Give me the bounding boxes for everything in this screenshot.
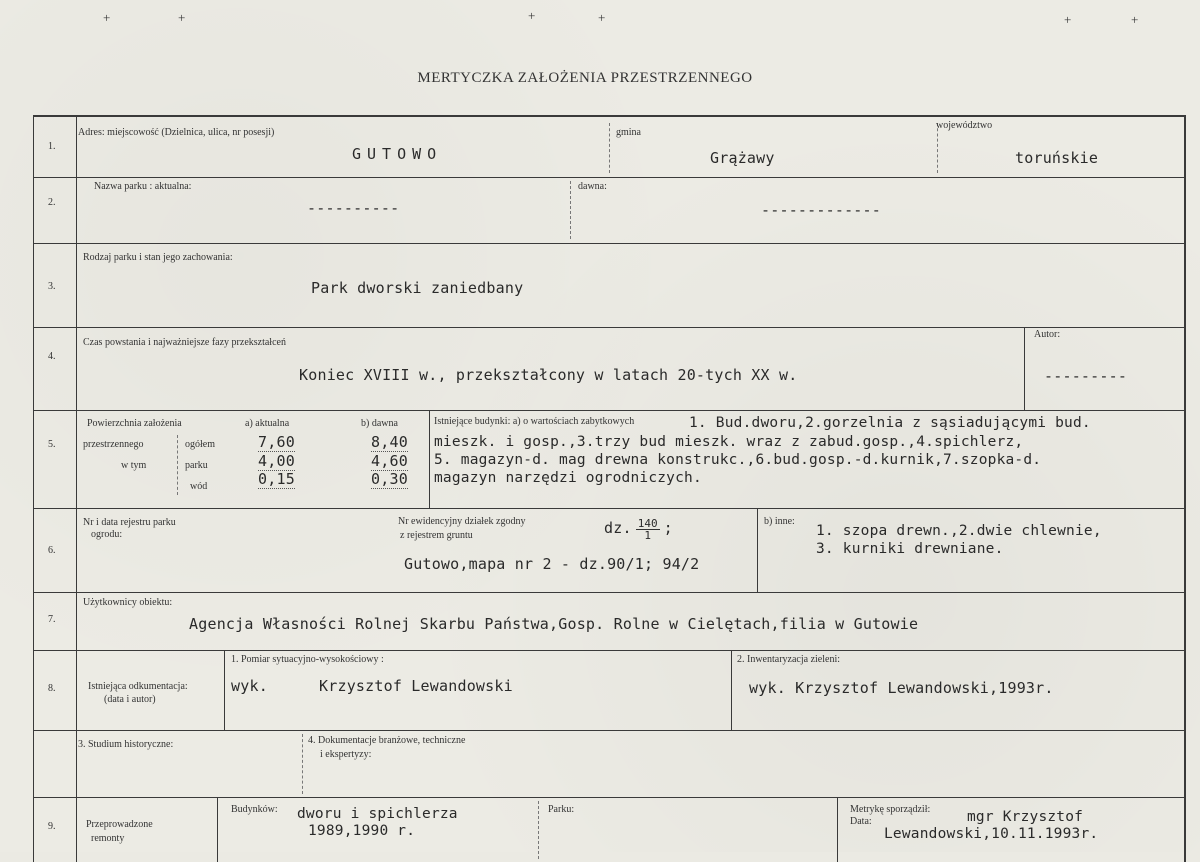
cell-divider bbox=[609, 123, 610, 173]
parcel-label: Nr ewidencyjny działek zgodny bbox=[398, 516, 526, 527]
registration-mark: + bbox=[528, 8, 536, 23]
survey-value: Krzysztof Lewandowski bbox=[319, 677, 513, 695]
buildings-line: 1. Bud.dworu,2.gorzelnia z sąsiadującymi bud. bbox=[689, 415, 1091, 431]
area-row-park: parku bbox=[185, 460, 208, 471]
row-number: 2. bbox=[48, 197, 56, 208]
voivodeship-label: województwo bbox=[936, 120, 993, 131]
parcel-denominator: 1 bbox=[644, 529, 651, 542]
row-divider bbox=[34, 177, 1184, 178]
parcel-numerator: 140 bbox=[637, 517, 658, 530]
cell-divider bbox=[570, 181, 571, 239]
renovations-label: remonty bbox=[91, 833, 125, 844]
renovated-buildings-line: 1989,1990 r. bbox=[308, 823, 416, 839]
register-label: ogrodu: bbox=[91, 529, 123, 540]
other-buildings-label: b) inne: bbox=[764, 516, 795, 527]
renovated-buildings-label: Budynków: bbox=[231, 804, 278, 815]
park-name-current-value: ---------- bbox=[307, 199, 400, 217]
cell-divider bbox=[177, 435, 178, 495]
row-divider bbox=[34, 327, 1184, 328]
parcel-fraction-value bbox=[636, 518, 660, 541]
greenery-value: wyk. Krzysztof Lewandowski,1993r. bbox=[749, 679, 1054, 697]
cell-divider bbox=[837, 797, 838, 862]
address-value: GUTOWO bbox=[352, 145, 443, 163]
area-current-total: 7,60 bbox=[258, 433, 295, 451]
registration-mark: + bbox=[1064, 12, 1072, 27]
row-divider bbox=[34, 508, 1184, 509]
row-number: 8. bbox=[48, 683, 56, 694]
area-sub-label: w tym bbox=[121, 460, 147, 471]
cell-divider bbox=[224, 650, 225, 730]
parcel-prefix: dz. bbox=[604, 519, 632, 538]
gmina-value: Grążawy bbox=[710, 149, 775, 167]
row-divider bbox=[34, 592, 1184, 593]
users-value: Agencja Własności Rolnej Skarbu Państwa,Gosp. Rolne w Cielętach,filia w Gutowie bbox=[189, 615, 919, 633]
row-divider bbox=[34, 243, 1184, 244]
area-former-water: 0,30 bbox=[371, 470, 408, 488]
cell-divider bbox=[1024, 327, 1025, 410]
row-number: 9. bbox=[48, 821, 56, 832]
buildings-line: magazyn narzędzi ogrodniczych. bbox=[434, 470, 702, 486]
row-divider bbox=[34, 797, 1184, 798]
cell-divider bbox=[429, 410, 430, 508]
row-divider bbox=[34, 730, 1184, 731]
row-number: 4. bbox=[48, 351, 56, 362]
area-current-water: 0,15 bbox=[258, 470, 295, 488]
row-divider bbox=[34, 410, 1184, 411]
cell-divider bbox=[731, 650, 732, 730]
author-value: --------- bbox=[1044, 367, 1128, 385]
cell-divider bbox=[217, 797, 218, 862]
voivodeship-value: toruńskie bbox=[1015, 149, 1099, 167]
prepared-by-value: mgr Krzysztof bbox=[967, 809, 1084, 825]
greenery-label: 2. Inwentaryzacja zieleni: bbox=[737, 654, 840, 665]
documentation-label: (data i autor) bbox=[104, 694, 156, 705]
row-divider bbox=[34, 650, 1184, 651]
users-label: Użytkownicy obiektu: bbox=[83, 597, 173, 608]
renovated-buildings-line: dworu i spichlerza bbox=[297, 806, 458, 822]
history-study-label: 3. Studium historyczne: bbox=[78, 739, 174, 750]
document-title: MERTYCZKA ZAŁOŻENIA PRZESTRZENNEGO bbox=[417, 70, 753, 86]
area-col-former: b) dawna bbox=[361, 418, 398, 429]
area-former-park: 4,60 bbox=[371, 452, 408, 470]
registration-mark: + bbox=[598, 10, 606, 25]
date-label: Data: bbox=[850, 816, 872, 827]
area-row-water: wód bbox=[190, 481, 208, 492]
cell-divider bbox=[538, 801, 539, 859]
creation-time-value: Koniec XVIII w., przekształcony w latach 20-tych XX w. bbox=[299, 366, 798, 384]
row-number: 6. bbox=[48, 545, 56, 556]
register-label: Nr i data rejestru parku bbox=[83, 517, 176, 528]
registration-mark: + bbox=[1131, 12, 1139, 27]
documentation-label: Istniejąca odkumentacja: bbox=[88, 681, 188, 692]
gmina-label: gmina bbox=[616, 127, 641, 138]
survey-label: 1. Pomiar sytuacyjno-wysokościowy : bbox=[231, 654, 384, 665]
row-number: 7. bbox=[48, 614, 56, 625]
park-name-former-label: dawna: bbox=[578, 181, 607, 192]
registration-mark: + bbox=[103, 10, 111, 25]
park-type-label: Rodzaj parku i stan jego zachowania: bbox=[83, 252, 233, 263]
area-col-current: a) aktualna bbox=[245, 418, 290, 429]
prepared-by-label: Metrykę sporządził: bbox=[850, 804, 931, 815]
row-number: 1. bbox=[48, 141, 56, 152]
other-buildings-line: 1. szopa drewn.,2.dwie chlewnie, bbox=[816, 523, 1102, 539]
creation-time-label: Czas powstania i najważniejsze fazy przekształceń bbox=[83, 337, 286, 348]
technical-docs-label: 4. Dokumentacje branżowe, techniczne bbox=[308, 735, 466, 746]
author-label: Autor: bbox=[1034, 329, 1061, 340]
parcel-label: z rejestrem gruntu bbox=[400, 530, 473, 541]
row-number: 3. bbox=[48, 281, 56, 292]
park-name-current-label: Nazwa parku : aktualna: bbox=[94, 181, 192, 192]
number-column-line bbox=[76, 117, 77, 862]
parcel-value: Gutowo,mapa nr 2 - dz.90/1; 94/2 bbox=[404, 555, 700, 573]
buildings-line: mieszk. i gosp.,3.trzy bud mieszk. wraz z zabud.gosp.,4.spichlerz, bbox=[434, 434, 1024, 450]
registration-mark: + bbox=[178, 10, 186, 25]
row-number: 5. bbox=[48, 439, 56, 450]
area-row-total: ogółem bbox=[185, 439, 215, 450]
other-buildings-line: 3. kurniki drewniane. bbox=[816, 541, 1004, 557]
technical-docs-label: i ekspertyzy: bbox=[320, 749, 372, 760]
parcel-fraction bbox=[604, 518, 673, 541]
buildings-line: 5. magazyn-d. mag drewna konstrukc.,6.bud.gosp.-d.kurnik,7.szopka-d. bbox=[434, 452, 1042, 468]
area-former-total: 8,40 bbox=[371, 433, 408, 451]
survey-prefix: wyk. bbox=[231, 677, 268, 695]
renovated-park-label: Parku: bbox=[548, 804, 575, 815]
prepared-date-value: Lewandowski,10.11.1993r. bbox=[884, 826, 1099, 842]
address-label: Adres: miejscowość (Dzielnica, ulica, nr posesji) bbox=[78, 127, 275, 138]
cell-divider bbox=[302, 734, 303, 794]
area-sub-label: przestrzennego bbox=[83, 439, 144, 450]
metric-form bbox=[33, 115, 1186, 862]
park-name-former-value: ------------- bbox=[761, 201, 881, 219]
area-label: Powierzchnia założenia bbox=[87, 418, 182, 429]
cell-divider bbox=[757, 508, 758, 592]
parcel-suffix: ; bbox=[663, 519, 673, 538]
park-type-value: Park dworski zaniedbany bbox=[311, 279, 524, 297]
renovations-label: Przeprowadzone bbox=[86, 819, 153, 830]
buildings-label: Istniejące budynki: a) o wartościach zabytkowych bbox=[434, 416, 635, 427]
area-current-park: 4,00 bbox=[258, 452, 295, 470]
